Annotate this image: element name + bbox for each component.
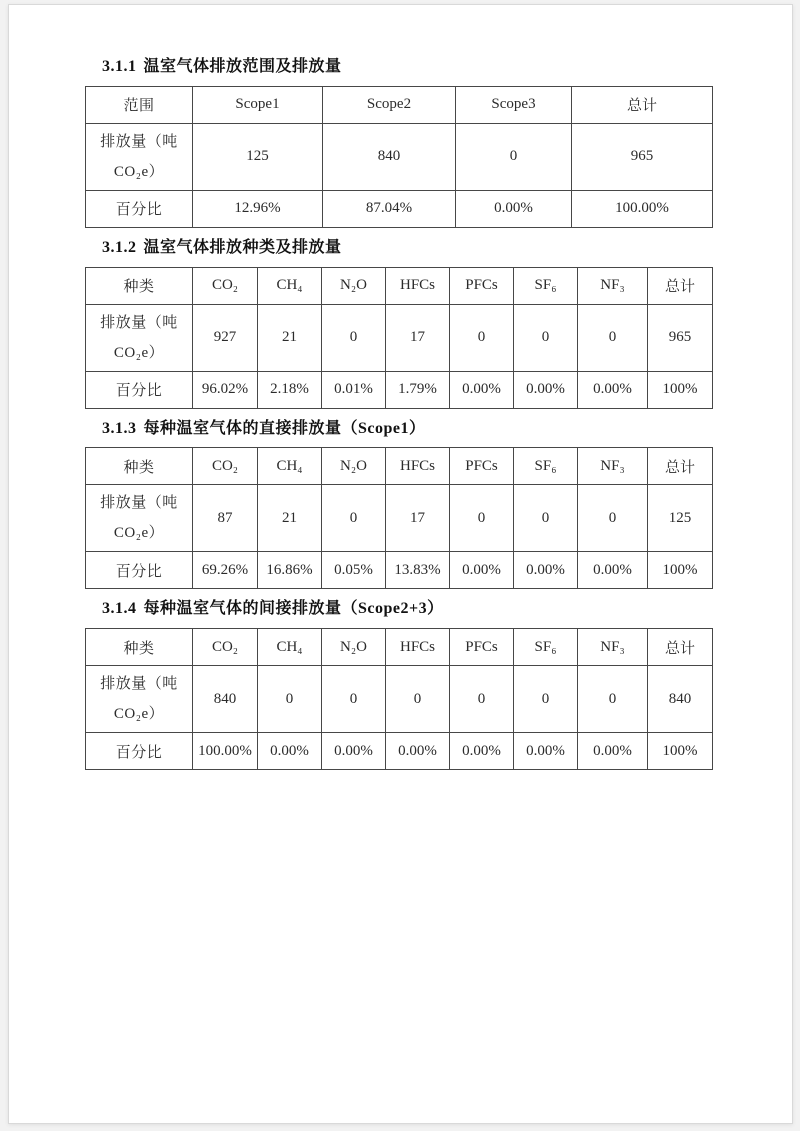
value-cell: 965 — [572, 123, 713, 190]
value-cell: 0.00% — [578, 552, 648, 589]
column-header-cell: HFCs — [386, 629, 450, 666]
value-cell: 13.83% — [386, 552, 450, 589]
column-header-cell: 总计 — [648, 267, 713, 304]
column-header-cell: PFCs — [450, 448, 514, 485]
column-header-cell: CH₄ — [258, 267, 322, 304]
value-cell: 69.26% — [193, 552, 258, 589]
column-header-cell: CO₂ — [193, 448, 258, 485]
value-cell: 1.79% — [386, 371, 450, 408]
value-cell: 927 — [193, 304, 258, 371]
column-header-cell: PFCs — [450, 267, 514, 304]
value-cell: 12.96% — [193, 190, 323, 227]
value-cell: 0.00% — [386, 733, 450, 770]
section-heading — [102, 57, 712, 78]
column-header-cell: SF₆ — [514, 629, 578, 666]
value-cell: 87 — [193, 485, 258, 552]
section-title-text: 温室气体排放范围及排放量 — [143, 58, 342, 75]
value-cell: 0.00% — [450, 733, 514, 770]
row-label-cell: 排放量（吨CO₂e） — [86, 666, 193, 733]
section-number: 3.1.1 — [102, 58, 137, 75]
value-cell: 0.00% — [456, 190, 572, 227]
emissions-row — [86, 485, 713, 552]
corner-header-cell: 范围 — [86, 86, 193, 123]
column-header-cell: Scope1 — [193, 86, 323, 123]
column-header-cell: CH₄ — [258, 448, 322, 485]
value-cell: 0 — [456, 123, 572, 190]
corner-header-cell: 种类 — [86, 629, 193, 666]
column-header-cell: HFCs — [386, 267, 450, 304]
column-header-cell: NF₃ — [578, 267, 648, 304]
report-section-3.1.2 — [85, 238, 712, 409]
document-page — [8, 4, 793, 1124]
value-cell: 0.00% — [450, 371, 514, 408]
value-cell: 96.02% — [193, 371, 258, 408]
value-cell: 840 — [323, 123, 456, 190]
value-cell: 0.00% — [322, 733, 386, 770]
section-title-text: 每种温室气体的间接排放量（Scope2+3） — [143, 600, 444, 618]
row-label-cell: 排放量（吨CO₂e） — [86, 485, 193, 552]
value-cell: 2.18% — [258, 371, 322, 408]
column-header-cell: NF₃ — [578, 448, 648, 485]
table-header-row — [86, 629, 713, 666]
value-cell: 125 — [648, 485, 713, 552]
percentage-row — [86, 733, 713, 770]
value-cell: 0 — [578, 666, 648, 733]
value-cell: 21 — [258, 485, 322, 552]
section-title-text: 温室气体排放种类及排放量 — [143, 238, 342, 256]
corner-header-cell: 种类 — [86, 267, 193, 304]
value-cell: 17 — [386, 485, 450, 552]
section-number: 3.1.3 — [102, 419, 137, 437]
column-header-cell: 总计 — [572, 86, 713, 123]
value-cell: 0.00% — [258, 733, 322, 770]
value-cell: 0.00% — [514, 552, 578, 589]
emissions-table — [85, 447, 713, 589]
value-cell: 840 — [193, 666, 258, 733]
column-header-cell: Scope2 — [323, 86, 456, 123]
value-cell: 21 — [258, 304, 322, 371]
value-cell: 0 — [450, 304, 514, 371]
percentage-row — [86, 371, 713, 408]
value-cell: 0.00% — [578, 733, 648, 770]
sections-container — [9, 5, 792, 770]
value-cell: 0 — [322, 666, 386, 733]
value-cell: 100% — [648, 552, 713, 589]
column-header-cell: SF₆ — [514, 267, 578, 304]
value-cell: 965 — [648, 304, 713, 371]
column-header-cell: CO₂ — [193, 629, 258, 666]
section-number: 3.1.4 — [102, 600, 137, 618]
value-cell: 16.86% — [258, 552, 322, 589]
column-header-cell: N₂O — [322, 267, 386, 304]
row-label-cell: 百分比 — [86, 190, 193, 227]
value-cell: 0 — [386, 666, 450, 733]
value-cell: 0 — [514, 666, 578, 733]
value-cell: 0 — [258, 666, 322, 733]
report-section-3.1.3 — [85, 419, 712, 590]
value-cell: 100.00% — [572, 190, 713, 227]
corner-header-cell: 种类 — [86, 448, 193, 485]
emissions-row — [86, 304, 713, 371]
value-cell: 87.04% — [323, 190, 456, 227]
row-label-cell: 排放量（吨CO₂e） — [86, 123, 193, 190]
value-cell: 0 — [450, 485, 514, 552]
report-section-3.1.1 — [85, 57, 712, 228]
section-heading — [102, 599, 712, 620]
section-heading — [102, 419, 712, 440]
table-header-row — [86, 448, 713, 485]
value-cell: 0 — [322, 304, 386, 371]
value-cell: 0 — [514, 485, 578, 552]
row-label-cell: 百分比 — [86, 552, 193, 589]
column-header-cell: 总计 — [648, 629, 713, 666]
section-number: 3.1.2 — [102, 238, 137, 256]
column-header-cell: N₂O — [322, 448, 386, 485]
value-cell: 100% — [648, 371, 713, 408]
column-header-cell: HFCs — [386, 448, 450, 485]
emissions-row — [86, 123, 713, 190]
value-cell: 125 — [193, 123, 323, 190]
value-cell: 0.05% — [322, 552, 386, 589]
value-cell: 0.00% — [578, 371, 648, 408]
value-cell: 0.00% — [450, 552, 514, 589]
value-cell: 0.01% — [322, 371, 386, 408]
emissions-row — [86, 666, 713, 733]
percentage-row — [86, 190, 713, 227]
row-label-cell: 排放量（吨CO₂e） — [86, 304, 193, 371]
column-header-cell: 总计 — [648, 448, 713, 485]
percentage-row — [86, 552, 713, 589]
emissions-table — [85, 86, 713, 228]
value-cell: 840 — [648, 666, 713, 733]
column-header-cell: CH₄ — [258, 629, 322, 666]
value-cell: 0 — [322, 485, 386, 552]
row-label-cell: 百分比 — [86, 371, 193, 408]
value-cell: 0.00% — [514, 733, 578, 770]
report-section-3.1.4 — [85, 599, 712, 770]
value-cell: 0 — [514, 304, 578, 371]
value-cell: 0 — [578, 304, 648, 371]
value-cell: 17 — [386, 304, 450, 371]
section-heading — [102, 238, 712, 259]
row-label-cell: 百分比 — [86, 733, 193, 770]
section-title-text: 每种温室气体的直接排放量（Scope1） — [143, 419, 426, 437]
value-cell: 0 — [578, 485, 648, 552]
value-cell: 100% — [648, 733, 713, 770]
value-cell: 0 — [450, 666, 514, 733]
table-header-row — [86, 267, 713, 304]
emissions-table — [85, 267, 713, 409]
column-header-cell: SF₆ — [514, 448, 578, 485]
column-header-cell: PFCs — [450, 629, 514, 666]
column-header-cell: NF₃ — [578, 629, 648, 666]
value-cell: 100.00% — [193, 733, 258, 770]
table-header-row — [86, 86, 713, 123]
emissions-table — [85, 628, 713, 770]
column-header-cell: N₂O — [322, 629, 386, 666]
column-header-cell: Scope3 — [456, 86, 572, 123]
column-header-cell: CO₂ — [193, 267, 258, 304]
value-cell: 0.00% — [514, 371, 578, 408]
